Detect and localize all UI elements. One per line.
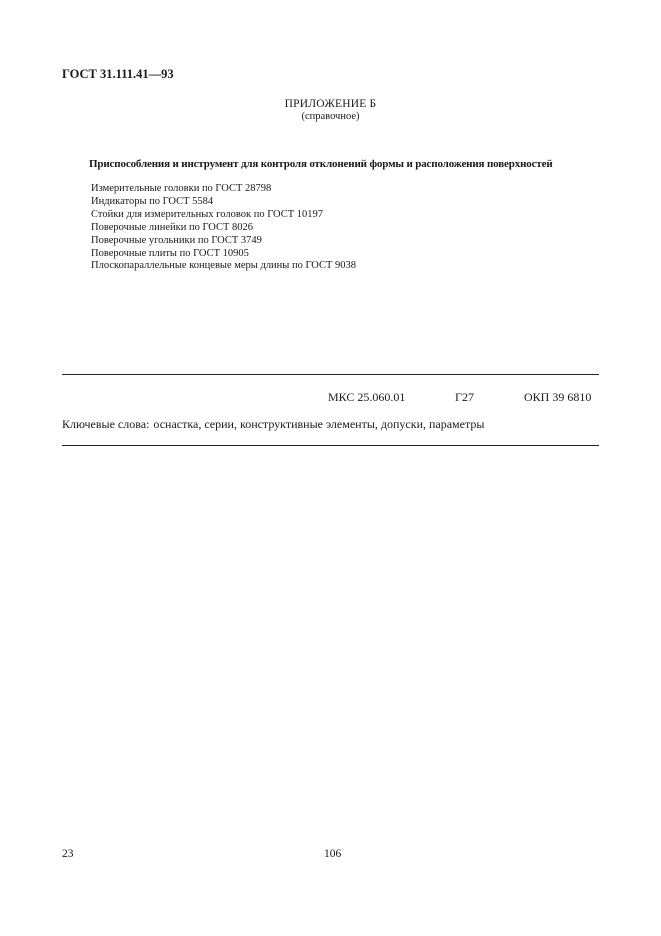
page-number-center: 106 [324, 848, 342, 860]
section-heading: Приспособления и инструмент для контроля отклонений формы и расположения поверхностей [89, 158, 553, 170]
keywords-line [62, 417, 488, 432]
keywords-text: оснастка, серии, конструктивные элементы, допуски, параметры [153, 417, 485, 431]
divider-bottom [62, 445, 599, 446]
okp-code: ОКП 39 6810 [524, 390, 592, 404]
list-item: Индикаторы по ГОСТ 5584 [91, 195, 214, 207]
keywords-label: Ключевые слова: [62, 417, 150, 431]
list-item: Измерительные головки по ГОСТ 28798 [91, 183, 272, 194]
page-number-left: 23 [62, 848, 74, 860]
list-item: Поверочные линейки по ГОСТ 8026 [91, 221, 254, 233]
mks-code: МКС 25.060.01 [328, 390, 406, 404]
list-item: Поверочные плиты по ГОСТ 10905 [91, 247, 249, 259]
list-item: Поверочные угольники по ГОСТ 3749 [91, 234, 262, 246]
group-code: Г27 [455, 390, 474, 404]
list-item: Плоскопараллельные концевые меры длины по ГОСТ 9038 [91, 260, 357, 272]
appendix-title: ПРИЛОЖЕНИЕ Б [284, 98, 377, 110]
document-id: ГОСТ 31.111.41—93 [62, 67, 174, 81]
list-item: Стойки для измерительных головок по ГОСТ 10197 [91, 208, 323, 220]
instrument-list [91, 183, 356, 273]
appendix-subtitle: (справочное) [301, 111, 360, 122]
divider-top [62, 374, 599, 375]
